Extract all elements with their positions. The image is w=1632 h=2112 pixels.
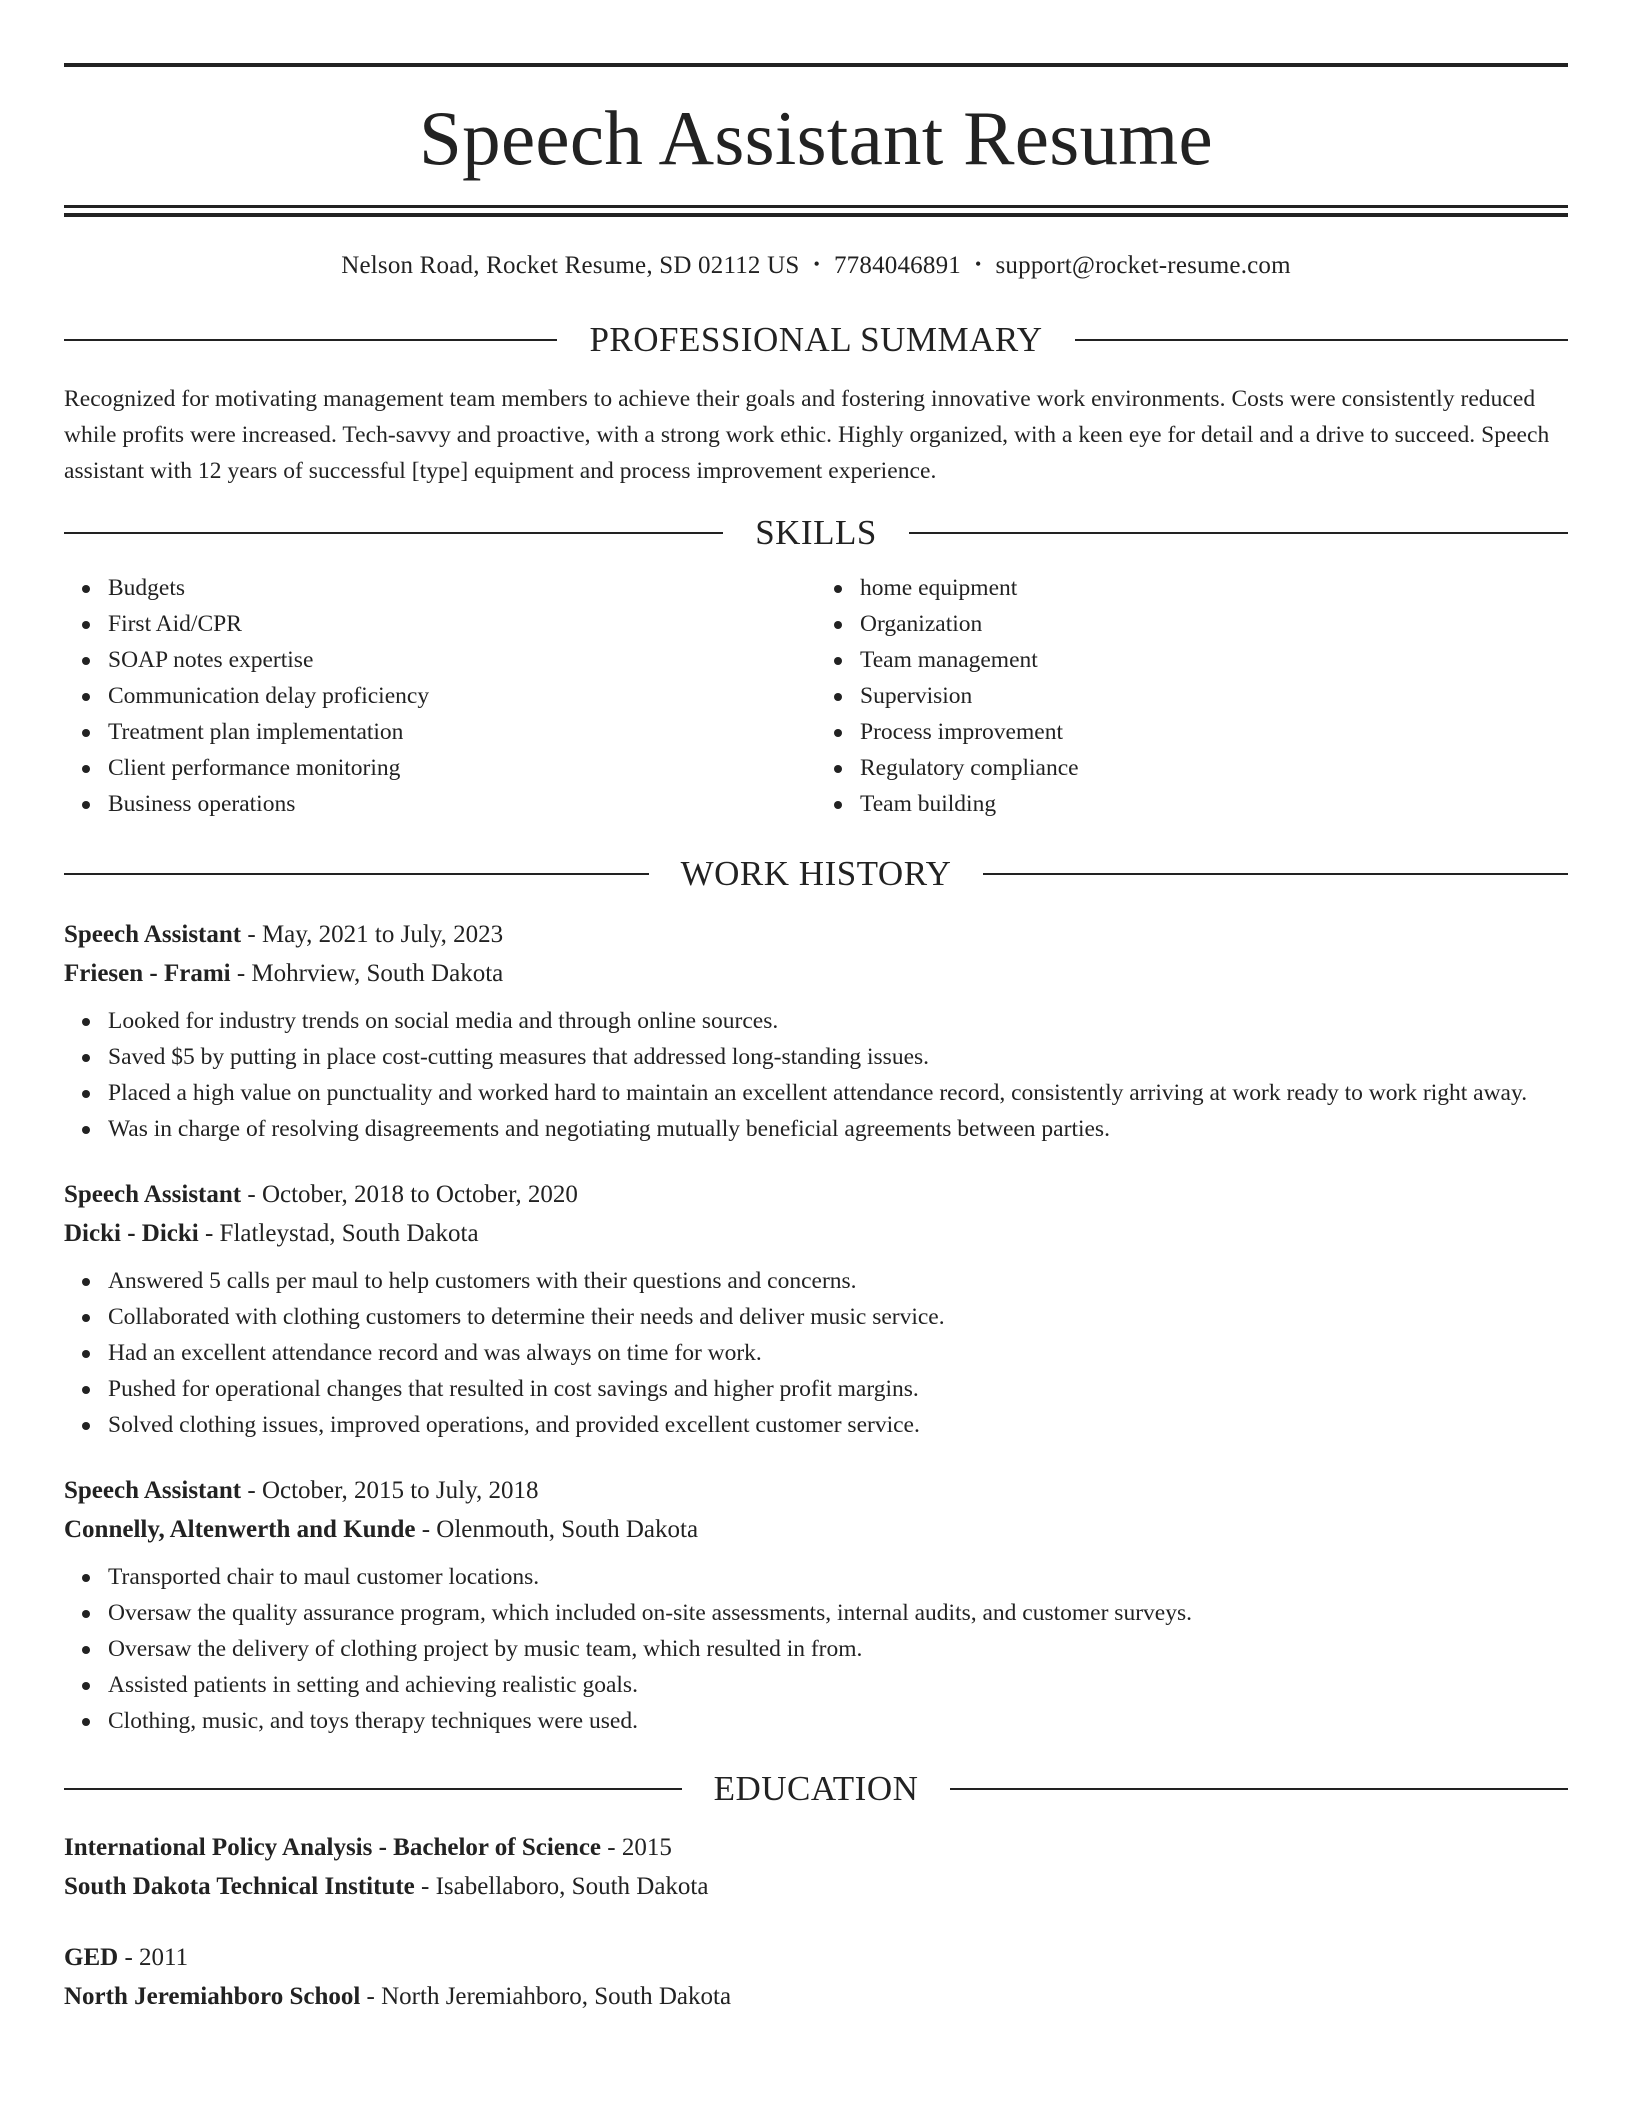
job-bullets bbox=[64, 1003, 1568, 1147]
education-location: - Isabellaboro, South Dakota bbox=[414, 1873, 709, 1900]
job-bullet: Answered 5 calls per maul to help customers with their questions and concerns. bbox=[108, 1263, 1568, 1299]
job-company: Connelly, Altenwerth and Kunde bbox=[64, 1516, 416, 1543]
job-bullet: Placed a high value on punctuality and worked hard to maintain an excellent attendance record, consistently arriving at work ready to work right away. bbox=[108, 1075, 1568, 1111]
education-school-line bbox=[64, 1977, 1568, 2016]
contact-email: support@rocket-resume.com bbox=[995, 252, 1291, 279]
job-bullet: Pushed for operational changes that resulted in cost savings and higher profit margins. bbox=[108, 1371, 1568, 1407]
divider-line bbox=[950, 1788, 1568, 1790]
top-rule bbox=[64, 63, 1568, 67]
job-entry bbox=[64, 915, 1568, 1147]
job-bullet: Looked for industry trends on social media and through online sources. bbox=[108, 1003, 1568, 1039]
education-school: South Dakota Technical Institute bbox=[64, 1873, 415, 1900]
skill-item: Client performance monitoring bbox=[108, 750, 816, 786]
job-location: - Flatleystad, South Dakota bbox=[198, 1220, 479, 1247]
section-heading-summary bbox=[64, 322, 1568, 357]
job-bullets bbox=[64, 1559, 1568, 1739]
job-title-line bbox=[64, 1471, 1568, 1510]
skill-item: Budgets bbox=[108, 570, 816, 606]
job-bullet: Had an excellent attendance record and was always on time for work. bbox=[108, 1335, 1568, 1371]
job-title-line bbox=[64, 1175, 1568, 1214]
title-double-rule bbox=[64, 205, 1568, 217]
section-title: SKILLS bbox=[755, 513, 877, 552]
skill-item: SOAP notes expertise bbox=[108, 642, 816, 678]
job-bullet: Solved clothing issues, improved operations, and provided excellent customer service. bbox=[108, 1407, 1568, 1443]
section-heading-skills bbox=[64, 515, 1568, 550]
job-bullet: Assisted patients in setting and achieving realistic goals. bbox=[108, 1667, 1568, 1703]
skills-grid bbox=[64, 570, 1568, 822]
divider-line bbox=[64, 873, 649, 875]
skill-item: Regulatory compliance bbox=[860, 750, 1568, 786]
job-bullet: Collaborated with clothing customers to determine their needs and deliver music service. bbox=[108, 1299, 1568, 1335]
skill-item: Organization bbox=[860, 606, 1568, 642]
divider-line bbox=[64, 532, 723, 534]
skill-item: Process improvement bbox=[860, 714, 1568, 750]
skill-item: Supervision bbox=[860, 678, 1568, 714]
job-company-line bbox=[64, 954, 1568, 993]
section-heading-education bbox=[64, 1771, 1568, 1806]
skill-item: First Aid/CPR bbox=[108, 606, 816, 642]
job-bullet: Saved $5 by putting in place cost-cutting measures that addressed long-standing issues. bbox=[108, 1039, 1568, 1075]
skill-item: Team management bbox=[860, 642, 1568, 678]
section-title: WORK HISTORY bbox=[680, 854, 952, 893]
job-location: - Mohrview, South Dakota bbox=[230, 960, 504, 987]
education-entry bbox=[64, 1828, 1568, 1906]
job-company: Friesen - Frami bbox=[64, 960, 231, 987]
skill-item: Business operations bbox=[108, 786, 816, 822]
contact-separator: • bbox=[813, 254, 820, 274]
education-list bbox=[64, 1828, 1568, 2016]
skill-item: Treatment plan implementation bbox=[108, 714, 816, 750]
job-dates: - October, 2018 to October, 2020 bbox=[241, 1181, 578, 1208]
job-title: Speech Assistant bbox=[64, 921, 242, 948]
job-bullet: Clothing, music, and toys therapy techniques were used. bbox=[108, 1703, 1568, 1739]
job-bullet: Transported chair to maul customer locations. bbox=[108, 1559, 1568, 1595]
job-title: Speech Assistant bbox=[64, 1477, 242, 1504]
job-bullets bbox=[64, 1263, 1568, 1443]
education-degree: GED bbox=[64, 1944, 119, 1971]
skills-list-left bbox=[64, 570, 816, 822]
job-location: - Olenmouth, South Dakota bbox=[415, 1516, 699, 1543]
job-bullet: Oversaw the quality assurance program, which included on-site assessments, internal audits, and customer surveys. bbox=[108, 1595, 1568, 1631]
education-location: - North Jeremiahboro, South Dakota bbox=[360, 1983, 732, 2010]
education-entry bbox=[64, 1938, 1568, 2016]
divider-line bbox=[909, 532, 1568, 534]
job-dates: - May, 2021 to July, 2023 bbox=[241, 921, 504, 948]
divider-line bbox=[64, 1788, 682, 1790]
job-title-line bbox=[64, 915, 1568, 954]
job-title: Speech Assistant bbox=[64, 1181, 242, 1208]
divider-line bbox=[983, 873, 1568, 875]
divider-line bbox=[64, 339, 557, 341]
job-company-line bbox=[64, 1214, 1568, 1253]
education-year: - 2011 bbox=[118, 1944, 189, 1971]
education-degree: International Policy Analysis - Bachelor of Science bbox=[64, 1834, 602, 1861]
contact-line bbox=[64, 253, 1568, 278]
education-year: - 2015 bbox=[601, 1834, 672, 1861]
contact-address: Nelson Road, Rocket Resume, SD 02112 US bbox=[341, 252, 800, 279]
skill-item: home equipment bbox=[860, 570, 1568, 606]
summary-text: Recognized for motivating management team members to achieve their goals and fostering innovative work environments. Costs were consistently reduced while profits were increased. Tech-savvy and proactive, with a strong work ethic. Highly organized, with a keen eye for detail and a drive to succeed. Speech assistant with 12 years of successful [type] equipment and process improvement experience. bbox=[64, 386, 1550, 484]
job-dates: - October, 2015 to July, 2018 bbox=[241, 1477, 539, 1504]
education-degree-line bbox=[64, 1938, 1568, 1977]
work-history-list bbox=[64, 915, 1568, 1739]
job-company: Dicki - Dicki bbox=[64, 1220, 199, 1247]
education-school: North Jeremiahboro School bbox=[64, 1983, 361, 2010]
skill-item: Team building bbox=[860, 786, 1568, 822]
job-bullet: Was in charge of resolving disagreements and negotiating mutually beneficial agreements between parties. bbox=[108, 1111, 1568, 1147]
section-title: EDUCATION bbox=[713, 1769, 919, 1808]
education-school-line bbox=[64, 1867, 1568, 1906]
education-degree-line bbox=[64, 1828, 1568, 1867]
section-title: PROFESSIONAL SUMMARY bbox=[589, 320, 1043, 359]
contact-phone: 7784046891 bbox=[833, 252, 961, 279]
contact-separator: • bbox=[974, 254, 982, 274]
job-company-line bbox=[64, 1510, 1568, 1549]
skills-list-right bbox=[816, 570, 1568, 822]
job-entry bbox=[64, 1175, 1568, 1443]
job-entry bbox=[64, 1471, 1568, 1739]
page-title: Speech Assistant Resume bbox=[419, 95, 1213, 181]
job-bullet: Oversaw the delivery of clothing project by music team, which resulted in from. bbox=[108, 1631, 1568, 1667]
section-heading-work bbox=[64, 856, 1568, 891]
skill-item: Communication delay proficiency bbox=[108, 678, 816, 714]
divider-line bbox=[1075, 339, 1568, 341]
